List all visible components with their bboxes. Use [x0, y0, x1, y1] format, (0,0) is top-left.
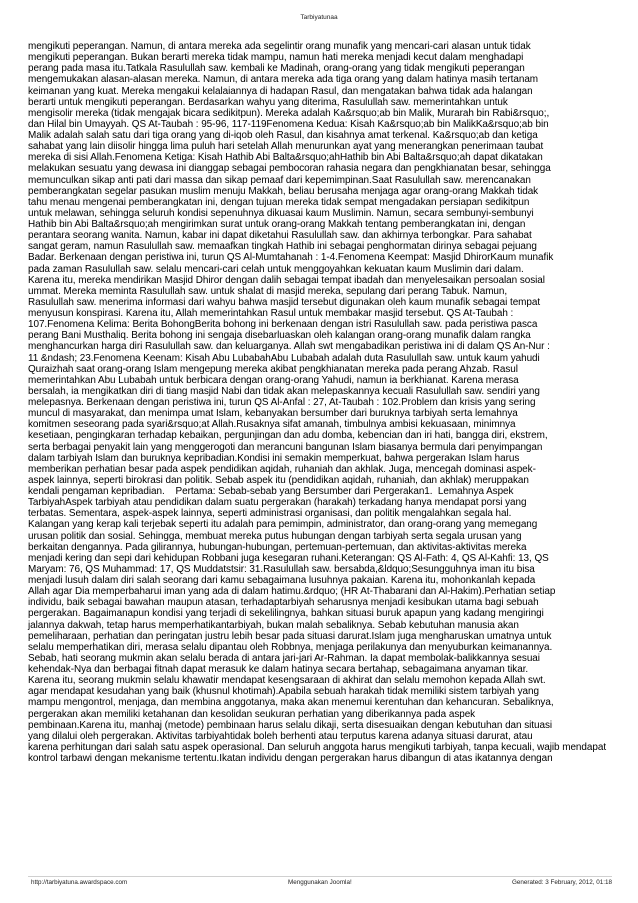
page-header-title: Tarbiyatunaa — [300, 14, 338, 21]
article-body-text: mengikuti peperangan. Namun, di antara mereka ada segelintir orang munafik yang mencari-cari alasan untuk tidak mengikuti peperangan. Bukan berarti mereka tidak mampu, namun hati mereka menjadi kecut dalam menghadapi perang pada masa itu.Tatkala Rasulullah saw. kembali ke Madinah, orang-orang yang tidak mengikuti peperangan mengemukakan alasan-alasan mereka. Namun, di antara mereka ada tiga orang yang dalam hatinya masih tertanam keimanan yang kuat. Mereka mengakui kelalaiannya di hadapan Rasul, dan mengatakan bahwa tidak ada halangan berarti untuk mengikuti peperangan. Berdasarkan wahyu yang diterima, Rasulullah saw. memerintahkan untuk mengisolir mereka (tidak mengajak bicara sedikitpun). Mereka adalah Ka&rsquo;ab bin Malik, Murarah bin Rabi&rsquo;, dan Hilal bin Umayyah. QS At-Taubah : 95-96, 117-119Fenomena Kedua: Kisah Ka&rsquo;ab bin MalikKa&rsquo;ab bin Malik adalah salah satu dari tiga orang yang di-iqob oleh Rasul, dan kisahnya amat terkenal. Ka&rsquo;ab dan ketiga sahabat yang lain diisolir hingga lima puluh hari setelah Allah menurunkan ayat yang menerangkan penerimaan taubat mereka di sisi Allah.Fenomena Ketiga: Kisah Hathib Abi Balta&rsquo;ahHathib bin Abi Balta&rsquo;ah dapat dikatakan melakukan sesuatu yang dewasa ini dianggap sebagai pembocoran rahasia negara dan pengkhianatan besar, sehingga memunculkan sikap anti pati dari massa dan sikap pemaaf dari kepemimpinan.Saat Rasulullah saw. merencanakan pemberangkatan segelar pasukan muslim menuju Makkah, beliau berusaha menjaga agar orang-orang Makkah tidak tahu menau mengenai pemberangkatan ini, dengan tujuan mereka tidak sempat mengadakan persiapan sedikitpun untuk melawan, sehingga seluruh kondisi sepenuhnya dikuasai kaum Muslimin. Namun, secara sembunyi-sembunyi Hathib bin Abi Balta&rsquo;ah mengirimkan surat untuk orang-orang Makkah tentang pemberangkatan ini, dengan perantara seorang wanita. Namun, kabar ini dapat diketahui Rasulullah saw. dan akhirnya terbongkar. Para sahabat sangat geram, namun Rasulullah saw. memaafkan tingkah Hathib ini sebagai penghormatan dirinya sebagai pejuang Badar. Berkenaan dengan peristiwa ini, turun QS Al-Mumtahanah : 1-4.Fenomena Keempat: Masjid DhirorKaum munafik pada zaman Rasulullah saw. selalu mencari-cari celah untuk menggoyahkan kekuatan kaum Muslimin dari dalam. Karena itu, mereka mendirikan Masjid Dhiror dengan dalih sebagai tempat ibadah dan menyelesaikan persoalan sosial ummat. Mereka meminta Rasulullah saw. untuk shalat di masjid mereka, sepulang dari perang Tabuk. Namun, Rasulullah saw. menerima informasi dari wahyu bahwa masjid tersebut digunakan oleh kaum munafik sebagai tempat menyusun konspirasi. Karena itu, Allah memerintahkan Rasul untuk membakar masjid tersebut. QS At-Taubah : 107.Fenomena Kelima: Berita BohongBerita bohong ini berkenaan dengan istri Rasulullah saw. pada peristiwa pasca perang Bani Musthaliq. Berita bohong ini sengaja disebarluaskan oleh kalangan orang-orang munafik dalam rangka menghancurkan harga diri Rasulullah saw. dan keluarganya. Allah swt mengabadikan peristiwa ini di dalam QS An-Nur : 11 &ndash; 23.Fenomena Keenam: Kisah Abu LubabahAbu Lubabah adalah duta Rasulullah saw. untuk kaum yahudi Quraizhah saat orang-orang Islam mengepung mereka akibat pengkhianatan mereka pada perang Ahzab. Rasul memerintahkan Abu Lubabah untuk berbicara dengan orang-orang Yahudi, namun ia berkhianat. Karena merasa bersalah, ia mengikatkan diri di tiang masjid Nabi dan tidak akan melepaskannya kecuali Rasulullah saw. sendiri yang melepasnya. Berkenaan dengan peristiwa ini, turun QS Al-Anfal : 27, At-Taubah : 102.Problem dan krisis yang sering muncul di masyarakat, dan menimpa umat Islam, kebanyakan bersumber dari buruknya tarbiyah serta lemahnya komitmen seseorang pada syari&rsquo;at Allah.Rusaknya sifat amanah, timbulnya ambisi kekuasaan, minimnya kesetiaan, pengingkaran terhadap kebaikan, pergunjingan dan adu domba, kebencian dan iri hati, bangga diri, ekstrem, serta berbagai penyakit lain yang menggerogoti dan merancuni bangunan Islam biasanya bermula dari penyimpangan dalam tarbiyah Islam dan buruknya kepribadian.Kondisi ini semakin memperkuat, bahwa pergerakan Islam harus memberikan perhatian besar pada aspek pendidikan aqidah, ruhaniah dan akhlak. Juga, mencegah dominasi aspek- aspek lainnya, seperti birokrasi dan politik. Sebab aspek itu (pendidikan aqidah, ruhaniah, dan akhlak) meruppakan kendali pengaman kepribadian. Pertama: Sebab-sebab yang Bersumber dari Pergerakan1. Lemahnya Aspek TarbiyahAspek tarbiyah atau pendidikan dalam suatu pergerakan (harakah) terkadang hanya mendapat porsi yang terbatas. Sementara, aspek-aspek lainnya, seperti administrasi organisasi, dan politik mengalahkan segala hal. Kalangan yang kerap kali terjebak seperti itu adalah para pemimpin, administrator, dan orang-orang yang memegang urusan politik dan sosial. Sehingga, membuat mereka putus hubungan dengan tarbiyah serta segala urusan yang berkaitan dengannya. Pada gilirannya, hubungan-hubungan, pertemuan-pertemuan, dan aktivitas-aktivitas mereka menjadi kering dan sepi dari kehidupan Robbani juga kesegaran ruhani.Keterangan: QS Al-Fath: 4, QS Al-Kahfi: 13, QS Maryam: 76, QS Muhammad: 17, QS Muddatstsir: 31.Rasulullah saw. bersabda,&ldquo;Sesungguhnya iman itu bisa menjadi lusuh dalam diri salah seorang dari kamu sebagaimana lusuhnya pakaian. Karena itu, mohonkanlah kepada Allah agar Dia memperbaharui iman yang ada di dalam hatimu.&rdquo; (HR At-Thabarani dan Al-Hakim).Perhatian setiap individu, baik sebagai bawahan maupun atasan, terhadaptarbiyah seharusnya menjadi kesibukan utama bagi sebuah pergerakan. Bagaimanapun kondisi yang terjadi di sekelilingnya, bahkan situasi buruk apapun yang kadang mengiringi jalannya dakwah, tetap harus memperhatikantarbiyah, bukan malah sebaliknya. Sebab kebutuhan manusia akan pemeliharaan, perhatian dan peringatan justru lebih besar pada situasi darurat.Islam juga mengharuskan umatnya untuk selalu memperhatikan diri, merasa selalu dipantau oleh Robbnya, menjaga perilakunya dan menyuburkan keimanannya. Sebab, hati seorang mukmin akan selalu berada di antara jari-jari Ar-Rahman. Ia dapat membolak-balikkannya sesuai kehendak-Nya dan berbagai fitnah dapat merasuk ke dalam hatinya secara bertahap, sebagaimana anyaman tikar. Karena itu, seorang mukmin selalu khawatir mendapat kesengsaraan di akhirat dan selalu memohon kepada Allah swt. agar mendapat kesudahan yang baik (khusnul khotimah).Apabila sebuah harakah tidak memiliki sistem tarbiyah yang mampu mengontrol, menjaga, dan membina anggotanya, maka akan menemui kerentuhan dan kehancuran. Sebaliknya, pergerakan akan memiliki ketahanan dan kesolidan seukuran perhatian yang diberikannya pada aspek pembinaan.Karena itu, manhaj (metode) pembinaan harus selalu dikaji, serta disesuaikan dengan kebutuhan dan situasi yang dilalui oleh pergerakan. Aktivitas tarbiyahtidak boleh berhenti atau terputus karena adanya situasi darurat, atau karena perhitungan dari salah satu aspek operasional. Dan seluruh anggota harus mengikuti tarbiyah, tanpa kecuali, wajib mendapat kontrol tarbawi dengan mekanisme tertentu.Ikatan individu dengan pergerakan harus dibangun di atas ikatannya dengan — [28, 41, 607, 764]
footer-site-url: http://tarbiyatuna.awardspace.com — [31, 879, 128, 886]
footer-generated-date: Generated: 3 February, 2012, 01:18 — [512, 879, 612, 886]
footer-divider — [28, 876, 612, 877]
footer-powered-by: Menggunakan Joomla! — [288, 879, 352, 886]
